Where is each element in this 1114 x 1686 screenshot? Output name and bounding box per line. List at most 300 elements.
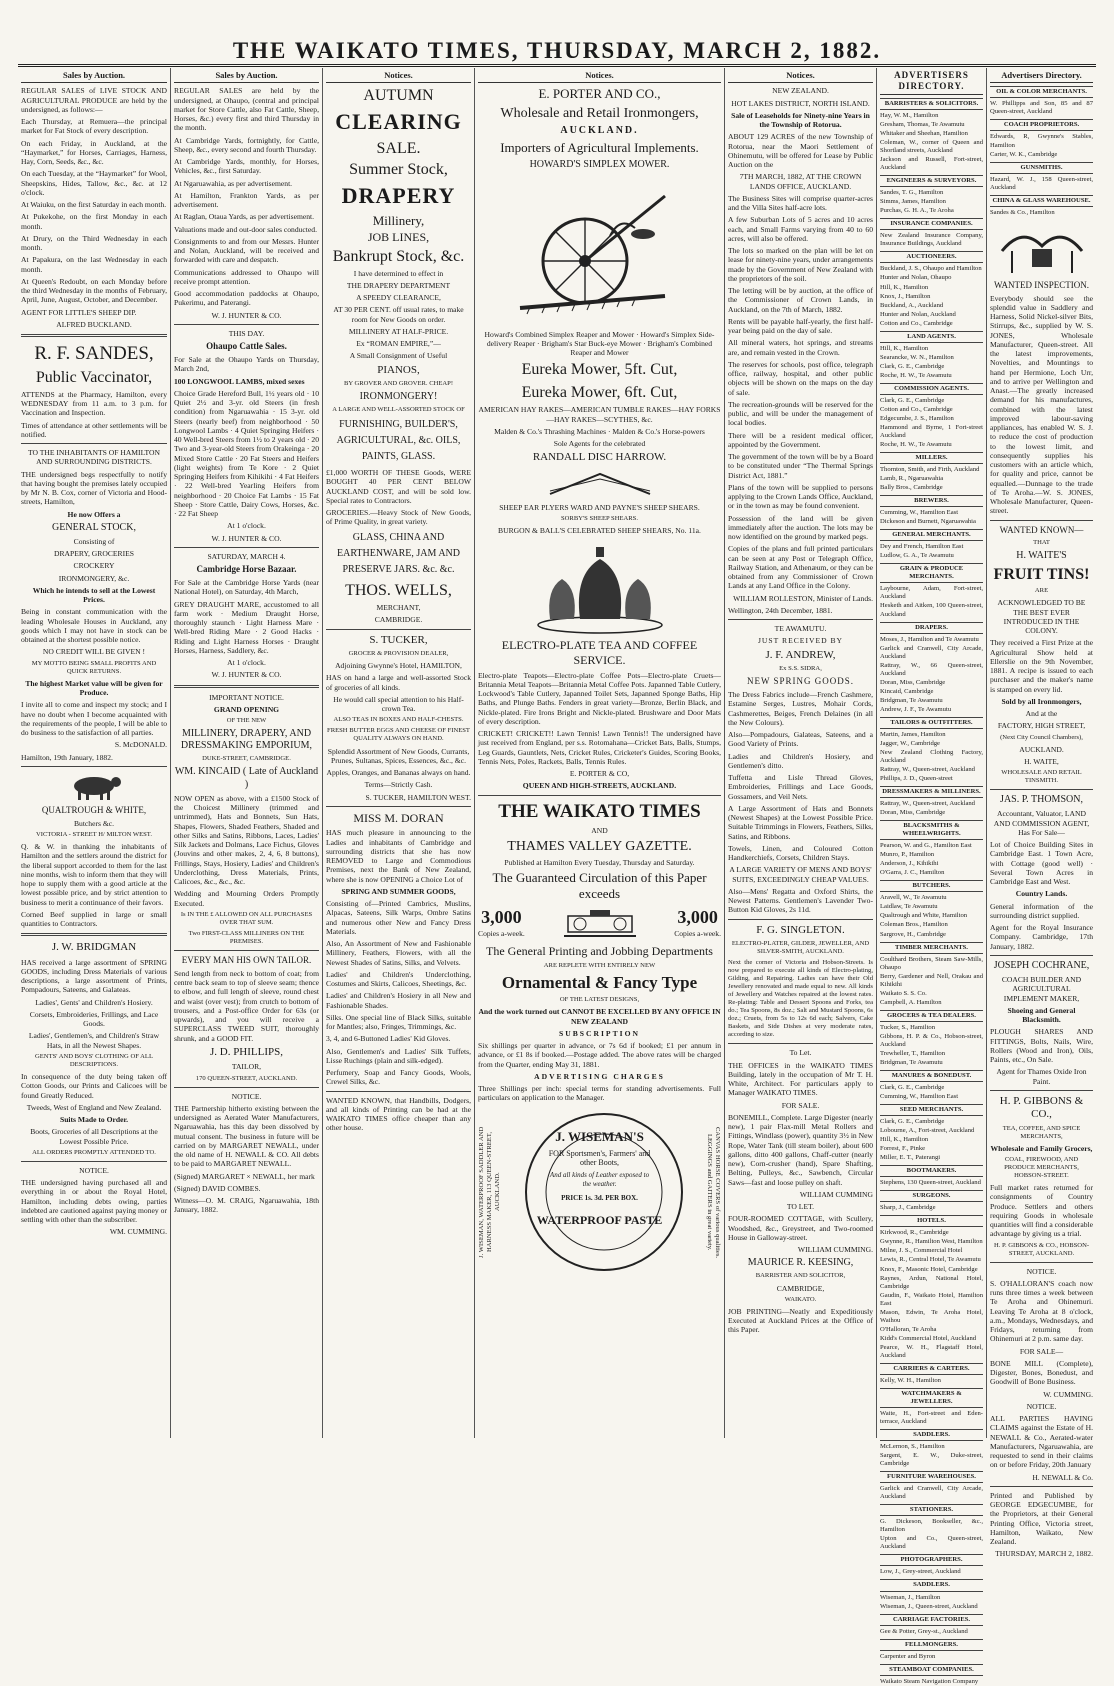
- wiseman-side-left: J. WISEMAN, WATERPROOF SADDLER AND HARNESS MAKER, 113 QUEEN-STREET, AUCKLAND.: [478, 1126, 502, 1258]
- directory-entry: O'Garra, J. C., Hamilton: [880, 869, 945, 877]
- auction-line: At Raglan, Otaua Yards, as per advertisement.: [174, 212, 315, 222]
- divider: [21, 933, 167, 936]
- page-columns: [18, 68, 1096, 1685]
- directory-entry: Anderson, J., Kihikihi: [880, 860, 939, 868]
- porter-electro-heading: ELECTRO-PLATE TEA AND COFFEE SERVICE.: [501, 638, 698, 667]
- waikato-times-circulation: The Guaranteed Circulation of this Paper exceeds: [492, 870, 707, 902]
- porter-name: E. PORTER AND CO.,: [538, 86, 661, 102]
- tucker-text: Terms—Strictly Cash.: [364, 780, 433, 790]
- wells-sub: MERCHANT,: [376, 603, 421, 613]
- directory-entry: Searancke, W. N., Hamilton: [880, 353, 954, 361]
- divider: [990, 1486, 1093, 1487]
- directory-section-heading: BREWERS.: [880, 495, 983, 507]
- directory-entry: Garlick and Cranwell, City Arcade, Auckland: [880, 644, 983, 660]
- directory-section-heading: TAILORS & OUTFITTERS.: [880, 717, 983, 729]
- directory-entry: Jagger, W., Cambridge: [880, 739, 940, 747]
- porter-rakes: AMERICAN HAY RAKES—AMERICAN TUMBLE RAKES—HAY FORKS—HAY RAKES—SCYTHES, &c.: [478, 405, 721, 424]
- waite-name: H. WAITE'S: [1016, 549, 1067, 561]
- cochrane-sub: COACH BUILDER AND AGRICULTURAL IMPLEMENT MAKER,: [1001, 975, 1082, 1003]
- directory-entry: Rattray, W., Queen-street, Auckland: [880, 800, 975, 808]
- divider: [174, 547, 319, 548]
- directory-section-heading: GENERAL MERCHANTS.: [880, 529, 983, 541]
- divider: [174, 324, 319, 325]
- hot-lakes-text: The Business Sites will comprise quarter-acres and the Villa Sites half-acre lots.: [728, 193, 873, 213]
- tucker-text: HAS on hand a large and well-assorted Stock of groceries of all kinds.: [326, 673, 471, 692]
- directory-entry: Cumming, W., Hamilton East: [880, 509, 959, 517]
- directory-section-heading: TIMBER MERCHANTS.: [880, 942, 983, 954]
- directory-entry: Kelly, W. H., Hamilton: [880, 1376, 941, 1384]
- divider: [728, 619, 873, 620]
- goods-list: GLASS, CHINA AND EARTHENWARE, JAM AND PRESERVE JARS. &c. &c.: [336, 531, 460, 575]
- directory-entry: Campbell, A. Hamilton: [880, 998, 942, 1006]
- tucker-text: Splendid Assortment of New Goods, Currants, Prunes, Sultanas, Spices, Essences, &c., &c.: [327, 746, 470, 765]
- keesing-place: CAMBRIDGE,: [776, 1283, 825, 1293]
- directory-entry: Edwards, R, Gwynne's Stables, Hamilton: [990, 133, 1093, 149]
- masthead-rule: [18, 64, 1096, 67]
- directory-section-heading: BLACKSMITHS & WHEELWRIGHTS.: [880, 820, 983, 840]
- inhabitants-items: DRAPERY, GROCERIES: [53, 549, 135, 559]
- hot-lakes-text: The government of the town will be by a Board to be constituted under “The Thermal Springs District Act, 1881.”: [728, 452, 873, 480]
- thomson-country: Country Lands.: [1015, 889, 1068, 899]
- directory-section-heading: DRESSMAKERS & MILLINERS.: [880, 786, 983, 798]
- directory-entry: Hay, W. M., Hamilton: [880, 111, 939, 119]
- column-2-sales-by-auction: [170, 68, 322, 1438]
- tea-service-illustration-icon: [530, 539, 670, 634]
- gibbons-sub: TEA, COFFEE, AND SPICE MERCHANTS,: [1002, 1124, 1081, 1140]
- sandes-name: R. F. SANDES,: [34, 343, 154, 365]
- eureka-mower-6ft: Eureka Mower, 6ft. Cut,: [521, 383, 678, 401]
- tucker-signature: S. TUCKER, HAMILTON WEST.: [365, 792, 471, 802]
- directory-entry: Hammond and Byrne, 1 Fort-street Auckland: [880, 423, 983, 439]
- porter-sub: Wholesale and Retail Ironmongers,: [500, 106, 699, 122]
- kincaid-heading: WM. KINCAID ( Late of Auckland ): [174, 766, 319, 790]
- hot-lakes-text: A few Suburban Lots of 5 acres and 10 acres each, and Small Farms varying from 40 to 60 acres, will also be offered.: [728, 215, 873, 243]
- to-let-2-signature: WILLIAM CUMMING.: [797, 1245, 873, 1255]
- kincaid-text: Two FIRST-CLASS MILLINERS ON THE PREMISES.: [188, 929, 305, 945]
- to-let-heading: To Let.: [789, 1048, 812, 1058]
- sandes-text: Times of attendance at other settlements will be notified.: [21, 420, 167, 439]
- just-received: JUST RECEIVED BY: [757, 636, 844, 646]
- autumn-heading: AUTUMN: [363, 87, 434, 105]
- directory-entry: Wiseman, J., Queen-street, Auckland: [880, 1602, 978, 1610]
- andrew-text: Also—Mens' Regatta and Oxford Shirts, the Newest Patterns. Gentlemen's Lavender Two-Button Kid Gloves, 2s 11d.: [728, 886, 873, 915]
- directory-section-heading: FURNITURE WAREHOUSES.: [880, 1471, 983, 1483]
- doran-text: Also, An Assortment of New and Fashionable Millinery, Feathers, Flowers, with all the Newest Shades of Satins, Silks, and Velvets.: [326, 939, 471, 967]
- directory-entry: Sandes, T. G., Hamilton: [880, 189, 944, 197]
- waikato-times-and: AND: [591, 825, 608, 835]
- ohaupo-text: For Sale at the Ohaupo Yards on Thursday, March 2nd,: [174, 355, 319, 374]
- directory-entry: Coleman, W., corner of Queen and Shortland streets, Auckland: [880, 139, 983, 155]
- cochrane-name: JOSEPH COCHRANE,: [993, 959, 1090, 971]
- auction-line: At Waiuku, on the first Saturday in each month.: [21, 200, 167, 210]
- waikato-times-advertising-text: Three Shillings per inch: special terms for standing advertisements. Full particulars on application to the Manager.: [478, 1084, 721, 1103]
- directory-entry: Tucker, S., Hamilton: [880, 1023, 935, 1031]
- notice-heading: NOTICE.: [1026, 1266, 1057, 1276]
- fruit-tins-heading: FRUIT TINS!: [993, 565, 1090, 583]
- directory-entry: Trewheller, T., Hamilton: [880, 1049, 945, 1057]
- inhabitants-market: The highest Market value will be given for Produce.: [25, 678, 163, 698]
- keesing-sub: BARRISTER AND SOLICITOR,: [755, 1272, 846, 1280]
- column-heading: Sales by Auction.: [174, 68, 319, 83]
- wanted-known-that: THAT: [1033, 538, 1050, 546]
- auction-line: At Drury, on the Third Wednesday in each month.: [21, 233, 167, 253]
- wiseman-seal-mid: And all kinds of Leather exposed to the weather.: [549, 1171, 650, 1188]
- eureka-mower-5ft: Eureka Mower, 5ft. Cut,: [521, 361, 678, 379]
- hot-lakes-nz: NEW ZEALAND.: [772, 86, 829, 96]
- notice-heading: NOTICE.: [1026, 1401, 1057, 1411]
- andrew-text: A Large Assortment of Hats and Bonnets (Newest Shapes) at the Lowest Possible Price. Suitable Trimmings in Flowers, Feathers, Silks, Satins, and Ribbons.: [728, 803, 873, 841]
- notice-text: THE undersigned having purchased all and everything in or about the Royal Hotel, Hamilton, including debts owing, parties indebted are cautioned against paying money or settling with other than the subscriber.: [21, 1178, 167, 1225]
- andrew-variety: A LARGE VARIETY OF MENS AND BOYS' SUITS, EXCEEDINGLY CHEAP VALUES.: [729, 865, 872, 884]
- andrew-text: Also—Pompadours, Galateas, Sateens, and a Good Variety of Prints.: [728, 730, 873, 749]
- auction-line: Good accommodation paddocks at Ohaupo, Pukerimu, and Paterangi.: [174, 289, 319, 308]
- auction-line: AGENT FOR LITTLE'S SHEEP DIP.: [21, 307, 137, 317]
- directory-entry: Rattray, W., 66 Queen-street, Auckland: [880, 661, 983, 677]
- inhabitants-general-stock: GENERAL STOCK,: [52, 521, 136, 533]
- auction-line: At Cambridge Yards, monthly, for Horses, Vehicles, &c., first Saturday.: [174, 157, 319, 176]
- directory-entry: Gresham, Thomas, Te Awamutu: [880, 121, 965, 128]
- directory-entry: Qualtrough and White, Hamilton: [880, 912, 968, 920]
- porter-address: QUEEN AND HIGH-STREETS, AUCKLAND.: [522, 781, 677, 791]
- directory-entry: G. Dickeson, Bookseller, &c., Hamilton: [880, 1518, 983, 1534]
- ironmongery-heading: IRONMONGERY!: [359, 391, 438, 402]
- directory-entry: Miller, E. T., Paterangi: [880, 1154, 941, 1162]
- directory-entry: Sandes & Co., Hamilton: [990, 208, 1055, 216]
- hot-lakes-text: The letting will be by auction, at the office of the Commissioner of Crown Lands, in Auckland, on the 7th of March, 1882.: [728, 286, 873, 314]
- wanted-inspection-heading: WANTED INSPECTION.: [994, 279, 1089, 290]
- for-sale-heading: FOR SALE—: [1019, 1346, 1064, 1356]
- wanted-known-are: ARE: [1034, 587, 1049, 595]
- directory-list: [990, 86, 1093, 216]
- column-3-notices: [322, 68, 474, 1438]
- divider: [21, 1161, 167, 1162]
- kincaid-text: NOW OPEN as above, with a £1500 Stock of the Choicest Millinery (trimmed and untrimmed), Hats and Bonnets, Sun Hats, Shapes, Flowers, Shaded Feathers, Shaded and other Silks and Satins, Ribbons, Laces, Ladies' Silk Jackets and Dolmans, Lace Fichus, Gloves (Jouvins and other makes, 2, 4, 6, 8 buttons), Frillings, Stays, Hosiery, Ladies' and Children's Underclothing, Dress Materials, Prints, Calicoes, &c., &c., &c.: [174, 793, 319, 887]
- divider: [174, 950, 319, 951]
- wiseman-seal-price: PRICE 1s. 3d. PER BOX.: [561, 1194, 638, 1203]
- inhabitants-text: THE undersigned begs respectfully to notify that having bought the premises lately occupied by Mr N. B. Cox, corner of Victoria and Hood-streets, Hamilton,: [21, 469, 167, 507]
- saturday-heading: SATURDAY, MARCH 4.: [207, 551, 286, 561]
- notice-text: S. O'HALLORAN'S coach now runs three times a week between Te Aroha and Ohinemuri. Leaving Te Aroha at 8 o'clock, a.m., Mondays, Wednesdays, and Fridays, returning from Ohinemuri at 2 p.m. same day.: [990, 1278, 1093, 1344]
- andrew-text: Tuffetta and Lisle Thread Gloves, Embroideries, Frillings and Lace Goods, Gossamers, and Veil Nets.: [728, 773, 873, 801]
- hot-lakes-heading: HOT LAKES DISTRICT, NORTH ISLAND.: [731, 98, 870, 108]
- wanted-known-auckland: AUCKLAND.: [1019, 744, 1064, 754]
- inhabitants-items: IRONMONGERY, &c.: [58, 573, 130, 583]
- bazaar-heading: Cambridge Horse Bazaar.: [196, 564, 297, 575]
- auction-line: On each Tuesday, at the “Haymarket” for Wool, Sheepskins, Hides, Tallow, &c., &c. at 12 o'clock.: [21, 169, 167, 197]
- directory-entry: Carpenter and Byron: [880, 1652, 936, 1660]
- emporium-title: MILLINERY, DRAPERY, AND DRESSMAKING EMPORIUM,: [180, 728, 313, 752]
- tucker-text: ALSO TEAS IN BOXES AND HALF-CHESTS.: [333, 716, 464, 724]
- doran-text: 3, 4, and 6-Buttoned Ladies' Kid Gloves.: [326, 1034, 451, 1044]
- sandes-text: ATTENDS at the Pharmacy, Hamilton, every WEDNESDAY from 11 a.m. to 3 p.m. for Vaccination and Inspection.: [21, 389, 167, 418]
- notice-heading: NOTICE.: [79, 1165, 109, 1175]
- bridgman-text: Boots, Groceries of all Descriptions at the Lowest Possible Price.: [30, 1127, 158, 1146]
- directory-entry: Clark, G. E., Cambridge: [880, 396, 945, 404]
- auction-line: Communications addressed to Ohaupo will receive prompt attention.: [174, 267, 319, 286]
- directory-entry: Sargrove, H., Cambridge: [880, 930, 946, 938]
- ohaupo-signature: W. J. HUNTER & CO.: [211, 533, 282, 543]
- bridgman-text: Ladies', Gentlemen's, and Children's Straw Hats, in all the Newest Shapes.: [28, 1031, 160, 1050]
- directory-entry: Simms, James, Hamilton: [880, 198, 946, 206]
- directory-section-heading: MILLERS.: [880, 452, 983, 464]
- summer-stock-heading: Summer Stock,: [349, 161, 448, 179]
- directory-entry: Hill, K., Hamilton: [880, 1136, 929, 1144]
- clearing-text: A Small Consignment of Useful: [349, 351, 448, 361]
- drapery-heading: DRAPERY: [341, 182, 456, 208]
- column-heading: Sales by Auction.: [21, 68, 167, 83]
- directory-section-heading: INSURANCE COMPANIES.: [880, 218, 983, 230]
- inhabitants-text: I invite all to come and inspect my stock; and I have no doubt when I become acquainted with the requirements of the people, I will be able to do business to the satisfaction of all parties.: [21, 700, 167, 738]
- directory-entry: Aravell, W., Te Awamutu: [880, 894, 947, 902]
- directory-entry: Waikato Steam Navigation Company: [880, 1677, 979, 1685]
- important-notice-heading: IMPORTANT NOTICE.: [209, 692, 284, 702]
- doran-text: Also, Gentlemen's and Ladies' Silk Tuffets, Lisse Ruchings (plain and silk-edged).: [326, 1046, 471, 1065]
- inhabitants-date: Hamilton, 19th January, 1882.: [21, 752, 113, 762]
- porter-mower-heading: HOWARD'S SIMPLEX MOWER.: [529, 159, 670, 171]
- directory-entry: Buckland, J. S., Ohaupo and Hamilton: [880, 265, 982, 273]
- hot-lakes-text: 7TH MARCH, 1882, AT THE CROWN LANDS OFFICE, AUCKLAND.: [739, 172, 862, 191]
- wiseman-block: [478, 1106, 721, 1279]
- divider: [21, 334, 167, 337]
- mower-illustration-icon: [515, 176, 685, 326]
- directory-entry: Low, J., Grey-street, Auckland: [880, 1568, 961, 1576]
- hot-lakes-date: Wellington, 24th December, 1881.: [728, 605, 833, 615]
- notice-text: ALL PARTIES HAVING CLAIMS against the Estate of H. NEWALL & Co., Aerated-water Manufacturers, Ngaruawahia, are requested to send in their claims on or before Friday, 20th January: [990, 1414, 1093, 1470]
- directory-section-heading: COACH PROPRIETORS.: [990, 119, 1093, 131]
- job-lines-heading: JOB LINES,: [367, 230, 430, 245]
- auction-intro: REGULAR SALES are held by the undersigned, at Ohaupo, (central and principal market for Store Cattle, also Fat Cattle, Sheep, Horses, &c.) every first and third Thursday in the month.: [174, 86, 319, 133]
- phillips-address: 170 QUEEN-STREET, AUCKLAND.: [195, 1074, 298, 1082]
- wanted-known-and: And at the: [1025, 709, 1058, 719]
- job-printing-text: JOB PRINTING—Neatly and Expeditiously Executed at Auckland Prices at the Office of this Paper.: [728, 1306, 873, 1335]
- cochrane-sub2: Shoeing and General Blacksmith.: [1007, 1005, 1076, 1025]
- auction-line: Consignments to and from our Messrs. Hunter and Nolan, Auckland, will be received and forwarded with care and despatch.: [174, 236, 319, 265]
- thomson-sub: Accountant, Valuator, LAND AND COMMISSION AGENT, Has For Sale—: [993, 809, 1090, 837]
- thomson-text: Agent for the Royal Insurance Company. Cambridge, 17th January, 1882.: [990, 923, 1093, 951]
- porter-importers: Importers of Agricultural Implements.: [500, 140, 699, 156]
- directory-entry: Rattray, W., Queen-street, Auckland: [880, 766, 975, 773]
- directory-heading: ADVERTISERS DIRECTORY.: [880, 68, 983, 95]
- sandes-title: Public Vaccinator,: [35, 369, 153, 387]
- hot-lakes-sub: Sale of Leaseholds for Ninety-nine Years in the Township of Rotorua.: [731, 110, 870, 130]
- circulation-left: [478, 907, 525, 938]
- porter-shears: BURGON & BALL'S CELEBRATED SHEEP SHEARS, No. 11a.: [498, 526, 701, 535]
- divider: [990, 955, 1093, 956]
- wanted-known-heading: WANTED KNOWN—: [999, 524, 1084, 535]
- directory-entry: Stephens, 130 Queen-street, Auckland: [880, 1179, 981, 1187]
- directory-section-heading: CARRIAGE FACTORIES.: [880, 1614, 983, 1626]
- notice-witness: Witness—O. M. CRAIG, Ngaruawahia, 18th January, 1882.: [174, 1196, 319, 1215]
- directory-section-heading: PHOTOGRAPHERS.: [880, 1554, 983, 1566]
- inhabitants-consisting: Consisting of: [73, 536, 115, 546]
- auction-line: At Hamilton, Frankton Yards, as per advertisement.: [174, 190, 319, 210]
- divider: [990, 1090, 1093, 1091]
- waite-signature-sub: WHOLESALE AND RETAIL TINSMITH.: [1001, 769, 1082, 785]
- newspaper-masthead: THE WAIKATO TIMES, THURSDAY, MARCH 2, 1882.: [232, 38, 882, 63]
- goods-list: FURNISHING, BUILDER'S, AGRICULTURAL, &c. OILS, PAINTS, GLASS.: [336, 419, 461, 463]
- directory-entry: Kincaid, Cambridge: [880, 687, 934, 695]
- inhabitants-text: Being in constant communication with the leading Wholesale Houses in Auckland, any goods which I may not have in stock can be obtained at the shortest possible notice.: [21, 607, 167, 645]
- directory-section-heading: WATCHMAKERS & JEWELLERS.: [880, 1388, 983, 1408]
- kincaid-text: Is IN THE £ ALLOWED ON ALL PURCHASES OVER THAT SUM.: [180, 910, 313, 926]
- directory-entry: Bridgman, Te Awamutu: [880, 1058, 943, 1066]
- grand-opening: GRAND OPENING: [213, 704, 280, 714]
- singleton-text: Next the corner of Victoria and Hobson-Streets. Is now prepared to execute all kinds of Electro-plating, Gilding, and Repairing. Ladies can have their Old Jewellery renovated and made equal to new. All kinds of Jewellery and Watches repaired at the lowest rates. Re-plating: Table and Dessert Spoons and Forks, tea do.; Tea Spoons, 8s doz.; Salt and Mustard Spoons, 6s doz.; Cruets, from 5s to 12s 6d each; Salvers, Cake Baskets, and Side Dishes at very moderate rates, according to size.: [728, 958, 873, 1039]
- directory-section-heading: CHINA & GLASS WAREHOUSE.: [990, 195, 1093, 207]
- auction-signature: W. J. HUNTER & CO.: [211, 310, 282, 320]
- circulation-row: [478, 906, 721, 940]
- porter-place: AUCKLAND.: [560, 125, 639, 137]
- porter-electro-text: Electro-plate Teapots—Electro-plate Coffee Pots—Electro-plate Cruets—Britannia Metal Teapots—Britannia Metal Coffee Pots. Japanned Table Cutlery, Lockwood's Table Cutlery, Japanned Toilet Sets, Japanned Sponge Baths, Hip Baths, and Plunge Baths. Fenders in great variety—Bronze, Berlin Black, and Nickle-plated. Fire Irons Bright and Nickle-plated. Brushware and Door Mats of every description.: [478, 670, 721, 726]
- directory-entry: Gwynne, R., Hamilton West, Hamilton: [880, 1238, 983, 1246]
- clearing-text: GROCERIES.—Heavy Stock of New Goods, of Prime Quality, in great variety.: [326, 508, 471, 527]
- to-let-2-text: FOUR-ROOMED COTTAGE, with Scullery, Woodshed, &c., Greystreet, and Two-roomed House in Galloway-street.: [728, 1214, 873, 1242]
- doran-name: MISS M. DORAN: [353, 810, 444, 825]
- hot-lakes-text: The reserves for schools, post office, telegraph office, railway, hospital, and other public objects will be shown on the maps on the day of sale.: [728, 359, 873, 397]
- thomson-text: Lot of Choice Building Sites in Cambridge East. 1 Town Acre, with Cottage (good well) · Several Town Acres in Cambridge East and West.: [990, 840, 1093, 887]
- divider: [478, 795, 721, 796]
- porter-signature: E. PORTER & CO,: [569, 769, 630, 778]
- to-let-text: THE OFFICES in the WAIKATO TIMES Building, lately in the occupation of Mr T. H. White, Architect. For particulars apply to Manager WAIKATO TIMES.: [728, 1060, 873, 1098]
- directory-entry: Gee & Potter, Grey-st., Auckland: [880, 1627, 968, 1635]
- directory-entry: Thornton, Smith, and Firth, Auckland: [880, 466, 980, 474]
- directory-entry: Clark, G. E., Cambridge: [880, 1083, 945, 1091]
- directory-entry: Hill, K., Hamilton: [880, 344, 929, 352]
- auction-line: At Pukekohe, on the first Monday in each month.: [21, 212, 167, 231]
- wanted-known-text: WANTED KNOWN, that Handbills, Dodgers, and all kinds of Printing can be had at the WAIKATO TIMES office cheaper than any other house.: [326, 1095, 471, 1133]
- tucker-text: FRESH BUTTER EGGS AND CHEESE OF FINEST QUALITY ALWAYS ON HAND.: [327, 727, 470, 743]
- andrew-text: The Dress Fabrics include—French Cashmere, Estamine Serges, Lustres, Mohair Cords, Cashmerettes, Beiges, French Delaines (in all the New Colours).: [728, 690, 873, 727]
- andrew-text: Towels, Linen, and Coloured Cotton Handkerchiefs, Corsets, Children Stays.: [728, 843, 873, 863]
- doran-text: Ladies' and Children's Underclothing, Costumes and Skirts, Calicoes, Sheetings, &c.: [326, 969, 471, 989]
- bridgman-text: GENTS' AND BOYS' CLOTHING OF ALL DESCRIPTIONS.: [35, 1052, 153, 1068]
- auction-intro: REGULAR SALES of LIVE STOCK AND AGRICULTURAL PRODUCE are held by the undersigned, as follows:—: [21, 86, 167, 114]
- directory-entry: Cotton and Co., Cambridge: [880, 319, 953, 327]
- directory-entry: Mason, Edwin, Te Aroha Hotel, Waihou: [880, 1308, 983, 1324]
- te-awamutu-heading: TE AWAMUTU.: [774, 624, 827, 634]
- column-6-directory: [876, 68, 986, 1685]
- andrew-text: Ladies and Children's Hosiery, and Gentlemen's ditto.: [728, 751, 873, 770]
- for-sale-text: BONEMILL, Complete. Large Digester (nearly new), 1 pair Flax-mill Metal Rollers and Fittings, Windlass (power), quantity 3½ in New Rope, Water Tank (till steam boiler), about 600 gallons, ditto 400 gallons, Chaff-cutter (nearly new), Corn-crusher (hand), Spare Shafting, Belting, Pulleys, &c., Sawbench, Circular Saws—fast and loose pulley on shaft.: [728, 1112, 873, 1187]
- directory-entry: Pearson, W. and G., Hamilton East: [880, 842, 972, 850]
- directory-entry: Milne, J. S., Commercial Hotel: [880, 1247, 963, 1255]
- clearing-text: AT 30 PER CENT. off usual rates, to make room for New Goods on order.: [333, 305, 464, 324]
- waikato-times-fancy-type: Ornamental & Fancy Type: [501, 972, 698, 992]
- directory-entry: Lobourne, A., Fort-street, Auckland: [880, 1127, 975, 1135]
- directory-entry: Cumming, W., Hamilton East: [880, 1093, 959, 1100]
- gibbons-signature: H. P. GIBBONS & CO., HOBSON-STREET, AUCKLAND.: [993, 1241, 1090, 1257]
- qualtrough-text: Corned Beef supplied in large or small quantities to Contractors.: [21, 909, 167, 929]
- wanted-known-sold: Sold by all Ironmongers,: [1001, 696, 1082, 706]
- andrew-name: J. F. ANDREW,: [765, 648, 836, 661]
- tucker-text: He would call special attention to his Half-crown Tea.: [333, 694, 464, 714]
- directory-entry: Buckland, A., Auckland: [880, 301, 944, 309]
- clearing-text: THE DRAPERY DEPARTMENT: [346, 280, 451, 290]
- directory-section-heading: SADDLERS.: [880, 1429, 983, 1441]
- notice-signature: (Signed) MARGARET × NEWALL, her mark: [174, 1171, 315, 1181]
- bridgman-text: Ladies', Gents' and Children's Hosiery.: [35, 997, 153, 1007]
- directory-entry: Roche, H. W., Te Awamutu: [880, 441, 952, 448]
- directory-section-heading: GROCERS & TEA DEALERS.: [880, 1010, 983, 1022]
- waikato-times-advertising-heading: ADVERTISING CHARGES: [534, 1071, 665, 1081]
- column-1-sales-by-auction: [18, 68, 170, 1438]
- directory-entry: Dickeson and Burnett, Ngaruawahia: [880, 518, 976, 526]
- directory-entry: Hunter and Nolan, Ohaupo: [880, 274, 952, 282]
- column-4-notices: [474, 68, 724, 1438]
- directory-section-heading: FELLMONGERS.: [880, 1639, 983, 1651]
- directory-section-heading: SURGEONS.: [880, 1190, 983, 1202]
- tailor-heading: EVERY MAN HIS OWN TAILOR.: [181, 954, 312, 965]
- ohaupo-time: At 1 o'clock.: [227, 521, 266, 531]
- directory-entry: Edgecumbe, J. S., Hamilton: [880, 414, 954, 422]
- auction-line: At Ngaruawahia, as per advertisement.: [174, 178, 293, 188]
- directory-entry: Pearce, W. H., Flagstaff Hotel, Auckland: [880, 1343, 983, 1359]
- divider: [326, 1091, 471, 1092]
- waikato-times-subscription-text: Six shillings per quarter in advance, or 7s 6d if booked; £1 per annum in advance, or £1 8s if booked.—Postage added. The above rates will be charged from the Quarter, ending May 31, 1881.: [478, 1041, 721, 1069]
- waikato-times-gazette: THAMES VALLEY GAZETTE.: [507, 838, 692, 854]
- singleton-name: F. G. SINGLETON.: [756, 923, 845, 936]
- directory-section-heading: GUNSMITHS.: [990, 162, 1093, 174]
- directory-entry: Moses, J., Hamilton and Te Awamutu: [880, 635, 979, 643]
- bridgman-text: In consequence of the duty being taken off Cotton Goods, our Prints and Calicoes will be found Greatly Reduced.: [21, 1072, 167, 1100]
- auction-signature: ALFRED BUCKLAND.: [56, 319, 132, 329]
- directory-entry: Kidd's Commercial Hotel, Auckland: [880, 1334, 977, 1342]
- bazaar-list: GREY DRAUGHT MARE, accustomed to all farm work · Medium Draught Horse, thoroughly staunch · Light Harness Mare · Well-bred Riding Mare · 2 Good Hacks · Riding and Light Harness Horses · Draught Horses, Harness, Saddlery, &c.: [174, 599, 319, 655]
- waikato-times-published: Published at Hamilton Every Tuesday, Thursday and Saturday.: [504, 858, 695, 867]
- gibbons-name: H. P. GIBBONS & CO.,: [999, 1094, 1084, 1121]
- gibbons-sub3: COAL, FIREWOOD, AND PRODUCE MERCHANTS, HOBSON-STREET.: [1004, 1156, 1079, 1180]
- directory-list: [880, 98, 983, 1686]
- directory-entry: Upton and Co., Queen-street, Auckland: [880, 1535, 983, 1551]
- doran-text: HAS much pleasure in announcing to the Ladies and inhabitants of Cambridge and surrounding districts that she has now REMOVED to Large and Commodious Premises, next the Bank of New Zealand, where she is now OPENING a Choice Lot of: [326, 828, 471, 884]
- divider: [990, 1262, 1093, 1263]
- clearing-text: £1,000 WORTH OF THESE Goods, WERE BOUGHT 40 PER CENT BELOW AUCKLAND COST, and will be sold low. Special rates to Contractors.: [326, 468, 471, 505]
- bridgman-heading: J. W. BRIDGMAN: [51, 941, 137, 954]
- wells-place: CAMBRIDGE.: [374, 615, 423, 625]
- directory-section-heading: BOOTMAKERS.: [880, 1165, 983, 1177]
- column-heading: Notices.: [478, 68, 721, 83]
- waikato-times-work: And the work turned out CANNOT BE EXCELLED BY ANY OFFICE IN NEW ZEALAND: [478, 1007, 721, 1026]
- this-day: THIS DAY.: [228, 328, 265, 338]
- directory-entry: Carter, W. K., Cambridge: [990, 150, 1058, 158]
- directory-entry: Dey and French, Hamilton East: [880, 543, 964, 551]
- of-the-new: OF THE NEW: [226, 717, 267, 725]
- clearing-text: Ex “ROMAN EMPIRE,”—: [356, 339, 441, 349]
- hot-lakes-text: The lots so marked on the plan will be let on lease for ninety-nine years, under arrangements made by the Government of New Zealand with the proprietors of the soil.: [728, 246, 873, 283]
- clearing-text: A SPEEDY CLEARANCE,: [356, 293, 441, 303]
- qualtrough-heading: QUALTROUGH & WHITE,: [41, 804, 147, 815]
- imprint-text: Printed and Published by GEORGE EDGECUMBE, for the Proprietors, at their General Printing Office, Victoria street, Hamilton, Waikato, New Zealand.: [990, 1490, 1093, 1547]
- directory-section-heading: BARRISTERS & SOLICITORS.: [880, 98, 983, 110]
- directory-entry: W. Phillipps and Son, 85 and 87 Queen-street, Auckland: [990, 100, 1093, 116]
- directory-section-heading: OIL & COLOR MERCHANTS.: [990, 86, 1093, 98]
- cochrane-text: PLOUGH SHARES AND FITTINGS, Bolts, Nails, Wire, Rollers (Wood and Iron), Oils, Paints, etc., On Sale.: [990, 1027, 1093, 1065]
- directory-entry: Hill, K., Hamilton: [880, 283, 929, 291]
- tucker-address: Adjoining Gwynne's Hotel, HAMILTON,: [335, 661, 462, 671]
- notice-signature: WM. CUMMING.: [109, 1227, 167, 1237]
- porter-shears: SORBY'S SHEEP SHEARS.: [561, 514, 638, 522]
- inhabitants-items: CROCKERY: [73, 561, 115, 571]
- directory-entry: Clark, G. E., Cambridge: [880, 1118, 945, 1126]
- directory-section-heading: COMMISSION AGENTS.: [880, 383, 983, 395]
- divider: [728, 1043, 873, 1044]
- directory-entry: Doran, Miss, Cambridge: [880, 809, 946, 817]
- auction-line: At Cambridge Yards, fortnightly, for Cattle, Sheep, &c., every second and fourth Thursday.: [174, 135, 319, 154]
- tailor-text: Send length from neck to bottom of coat; from centre back seam to top of sleeve seam; thence to elbow, and full length of sleeve, round chest and waist (over vest); from crutch to bottom of trousers, and a Post-office Order for 63s (or upwards), and you will receive a SUPERCLASS TWEED SUIT, thoroughly shrunk, and a GOOD FIT.: [174, 968, 319, 1043]
- cochrane-text: Agent for Thames Oxide Iron Paint.: [996, 1067, 1087, 1086]
- doran-text: Consisting of—Printed Cambrics, Muslins, Alpacas, Sateens, Silk Warps, Ombre Satins and numerous other New and Fancy Dress Materials.: [326, 899, 471, 936]
- column-heading: Notices.: [326, 68, 471, 83]
